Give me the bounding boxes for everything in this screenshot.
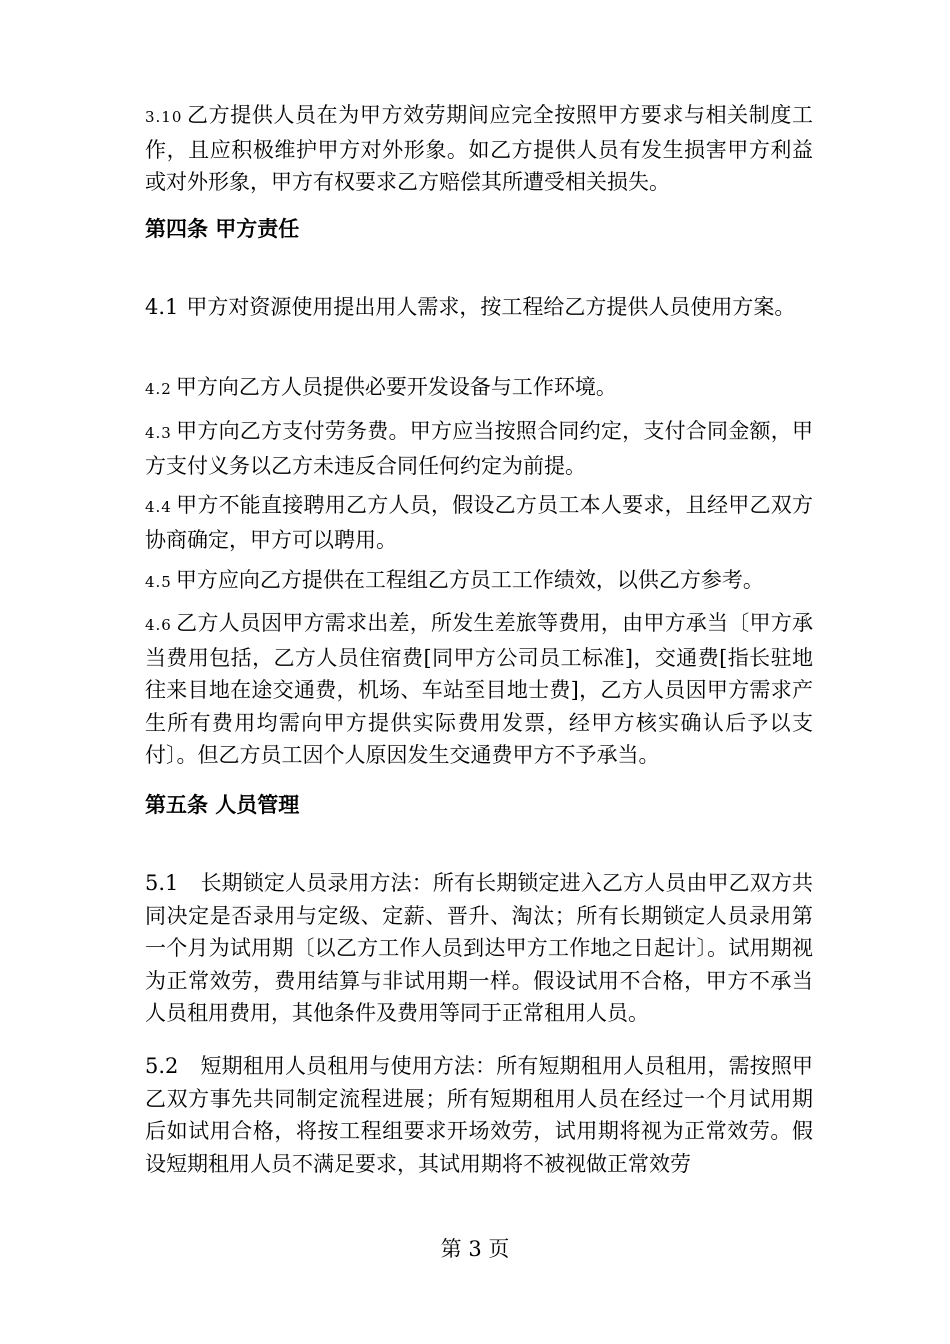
- clause-number: 4.3: [145, 424, 172, 442]
- clause-number: 5.1: [145, 871, 179, 895]
- clause-number: 5.2: [145, 1054, 179, 1078]
- paragraph-5-1: [145, 867, 813, 1030]
- paragraph-4-1: [145, 291, 813, 324]
- clause-text: 甲方应向乙方提供在工程组乙方员工工作绩效，以供乙方参考。: [175, 568, 764, 592]
- paragraph-4-4: [145, 489, 813, 556]
- clause-number: 3.10: [145, 108, 183, 126]
- clause-text: 长期锁定人员录用方法：所有长期锁定进入乙方人员由甲乙双方共同决定是否录用与定级、定薪、晋升、淘汰；所有长期锁定人员录用第一个月为试用期〔以乙方工作人员到达甲方工作地之日起计〕。试用期视为正常效劳，费用结算与非试用期一样。假设试用不合格，甲方不承当人员租用费用，其他条件及费用等同于正常租用人员。: [145, 871, 813, 1025]
- clause-text: 甲方对资源使用提出用人需求，按工程给乙方提供人员使用方案。: [186, 295, 796, 319]
- clause-number: 4.2: [145, 380, 172, 398]
- paragraph-5-2: [145, 1050, 813, 1180]
- clause-text: 甲方不能直接聘用乙方人员，假设乙方员工本人要求，且经甲乙双方协商确定，甲方可以聘用。: [145, 493, 813, 552]
- clause-number: 4.1: [145, 295, 179, 319]
- clause-text: 甲方向乙方人员提供必要开发设备与工作环境。: [175, 375, 617, 399]
- section-heading-5: 第五条 人员管理: [145, 792, 300, 817]
- clause-text: 短期租用人员租用与使用方法：所有短期租用人员租用，需按照甲乙双方事先共同制定流程进展；所有短期租用人员在经过一个月试用期后如试用合格，将按工程组要求开场效劳，试用期将视为正常效劳。假设短期租用人员不满足要求，其试用期将不被视做正常效劳: [145, 1054, 813, 1176]
- clause-text: 甲方向乙方支付劳务费。甲方应当按照合同约定，支付合同金额，甲方支付义务以乙方未违反合同任何约定为前提。: [145, 419, 813, 478]
- clause-text: 乙方提供人员在为甲方效劳期间应完全按照甲方要求与相关制度工作，且应积极维护甲方对外形象。如乙方提供人员有发生损害甲方利益或对外形象，甲方有权要求乙方赔偿其所遭受相关损失。: [145, 103, 813, 194]
- clause-number: 4.5: [145, 573, 172, 591]
- paragraph-4-5: [145, 564, 813, 599]
- paragraph-4-6: [145, 607, 813, 772]
- paragraph-3-10: [145, 99, 813, 199]
- section-heading-4: 第四条 甲方责任: [145, 216, 300, 241]
- clause-number: 4.4: [145, 498, 172, 516]
- page-number: 第 3 页: [440, 1237, 510, 1261]
- paragraph-4-3: [145, 415, 813, 482]
- clause-text: 乙方人员因甲方需求出差，所发生差旅等费用，由甲方承当〔甲方承当费用包括，乙方人员住宿费[同甲方公司员工标准]，交通费[指长驻地往来目地在途交通费，机场、车站至目地士费]，乙方人员因甲方需求产生所有费用均需向甲方提供实际费用发票，经甲方核实确认后予以支付〕。但乙方员工因个人原因发生交通费甲方不予承当。: [145, 611, 813, 767]
- clause-number: 4.6: [145, 616, 172, 634]
- paragraph-4-2: [145, 371, 813, 406]
